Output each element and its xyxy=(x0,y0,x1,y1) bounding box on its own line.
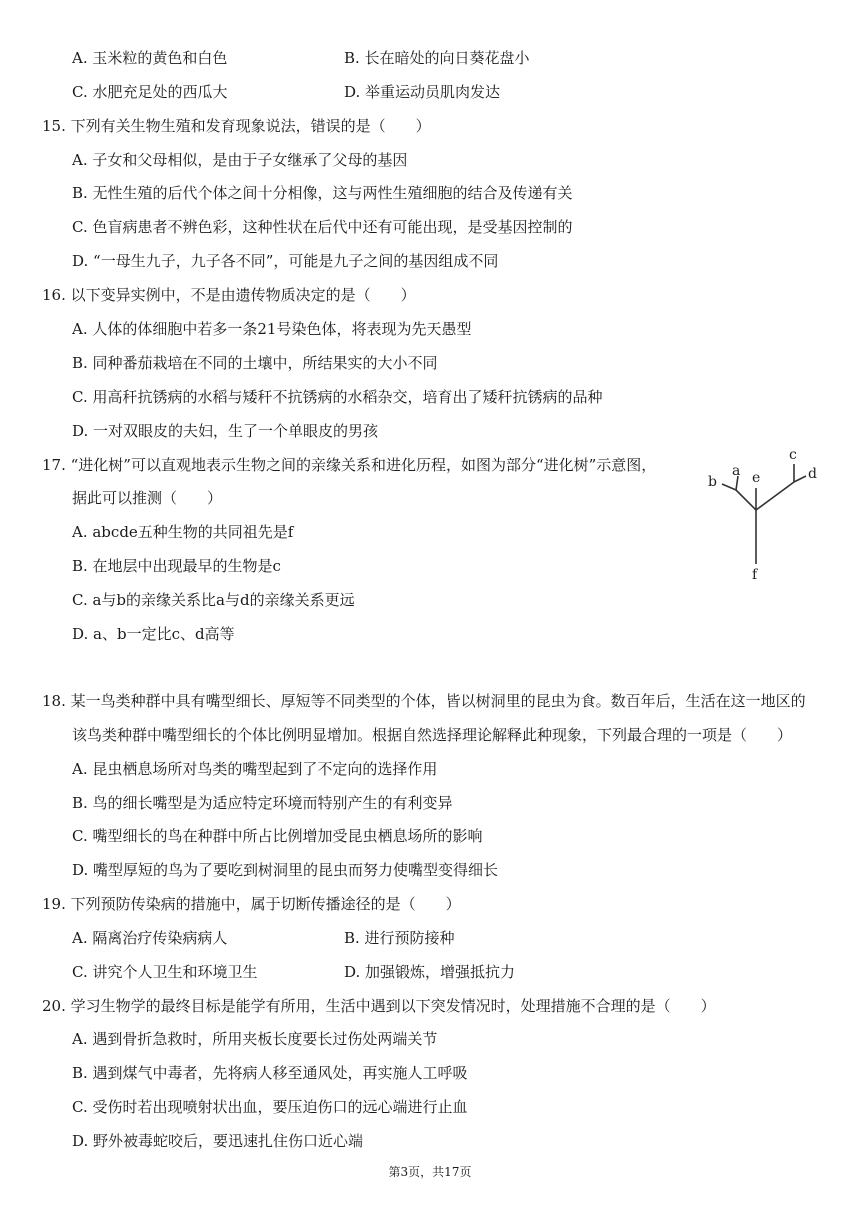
tree-branches xyxy=(722,464,806,564)
q14-option-c: C. 水肥充足处的西瓜大 xyxy=(72,83,228,101)
q20-option-d: D. 野外被毒蛇咬后，要迅速扎住伤口近心端 xyxy=(72,1132,364,1150)
branch-to-d xyxy=(794,476,806,482)
q19-option-d: D. 加强锻炼，增强抵抗力 xyxy=(344,963,516,981)
tree-label-b: b xyxy=(708,474,717,490)
q20-stem: 20. 学习生物学的最终目标是能学有所用，生活中遇到以下突发情况时，处理措施不合理的是（ ） xyxy=(42,997,716,1015)
tree-label-a: a xyxy=(732,463,741,479)
tree-label-d: d xyxy=(808,466,817,482)
q15-option-b: B. 无性生殖的后代个体之间十分相像，这与两性生殖细胞的结合及传递有关 xyxy=(72,184,573,202)
q15-option-d: D. “一母生九子，九子各不同”，可能是九子之间的基因组成不同 xyxy=(72,252,499,270)
q16-option-d: D. 一对双眼皮的夫妇，生了一个单眼皮的男孩 xyxy=(72,422,379,440)
q14-option-b: B. 长在暗处的向日葵花盘小 xyxy=(344,49,530,67)
q18-stem-line2: 该鸟类种群中嘴型细长的个体比例明显增加。根据自然选择理论解释此种现象，下列最合理的一项是（ ） xyxy=(72,726,793,744)
q14-option-a: A. 玉米粒的黄色和白色 xyxy=(72,49,228,67)
q18-option-a: A. 昆虫栖息场所对鸟类的嘴型起到了不定向的选择作用 xyxy=(72,760,438,778)
q20-option-a: A. 遇到骨折急救时，所用夹板长度要长过伤处两端关节 xyxy=(72,1030,438,1048)
branch-to-ab xyxy=(736,490,756,510)
branch-to-cd xyxy=(756,482,794,510)
q15-stem: 15. 下列有关生物生殖和发育现象说法，错误的是（ ） xyxy=(42,117,431,135)
q16-stem: 16. 以下变异实例中，不是由遗传物质决定的是（ ） xyxy=(42,286,416,304)
q17-option-a: A. abcde五种生物的共同祖先是f xyxy=(72,523,294,541)
q18-option-c: C. 嘴型细长的鸟在种群中所占比例增加受昆虫栖息场所的影响 xyxy=(72,827,483,845)
q15-option-a: A. 子女和父母相似，是由于子女继承了父母的基因 xyxy=(72,151,408,169)
q18-option-b: B. 鸟的细长嘴型是为适应特定环境而特别产生的有利变异 xyxy=(72,794,453,812)
q17-stem-line2: 据此可以推测（ ） xyxy=(72,489,223,507)
tree-label-c: c xyxy=(789,447,797,463)
branch-to-b xyxy=(722,484,736,490)
q19-option-a: A. 隔离治疗传染病病人 xyxy=(72,929,228,947)
q18-option-d: D. 嘴型厚短的鸟为了要吃到树洞里的昆虫而努力使嘴型变得细长 xyxy=(72,861,499,879)
q20-option-b: B. 遇到煤气中毒者，先将病人移至通风处，再实施人工呼吸 xyxy=(72,1064,468,1082)
page-number-footer: 第3页，共17页 xyxy=(388,1165,472,1179)
q19-stem: 19. 下列预防传染病的措施中，属于切断传播途径的是（ ） xyxy=(42,895,461,913)
q17-stem-line1: 17. “进化树”可以直观地表示生物之间的亲缘关系和进化历程，如图为部分“进化树”示意图， xyxy=(42,456,657,474)
q17-option-b: B. 在地层中出现最早的生物是c xyxy=(72,557,281,575)
tree-label-f: f xyxy=(752,567,758,583)
q16-option-c: C. 用高秆抗锈病的水稻与矮秆不抗锈病的水稻杂交，培育出了矮秆抗锈病的品种 xyxy=(72,388,603,406)
tree-label-e: e xyxy=(752,470,761,486)
q20-option-c: C. 受伤时若出现喷射状出血，要压迫伤口的远心端进行止血 xyxy=(72,1098,468,1116)
q19-option-c: C. 讲究个人卫生和环境卫生 xyxy=(72,963,258,981)
q18-stem-line1: 18. 某一鸟类种群中具有嘴型细长、厚短等不同类型的个体，皆以树洞里的昆虫为食。数百年后，生活在这一地区的 xyxy=(42,692,806,710)
q15-option-c: C. 色盲病患者不辨色彩，这种性状在后代中还有可能出现，是受基因控制的 xyxy=(72,218,573,236)
q14-option-d: D. 举重运动员肌肉发达 xyxy=(344,83,501,101)
q17-option-c: C. a与b的亲缘关系比a与d的亲缘关系更远 xyxy=(72,591,355,609)
evolution-tree-diagram xyxy=(700,444,828,584)
q16-option-b: B. 同种番茄栽培在不同的土壤中，所结果实的大小不同 xyxy=(72,354,438,372)
q16-option-a: A. 人体的体细胞中若多一条21号染色体，将表现为先天愚型 xyxy=(72,320,472,338)
q17-option-d: D. a、b一定比c、d高等 xyxy=(72,625,235,643)
q19-option-b: B. 进行预防接种 xyxy=(344,929,455,947)
